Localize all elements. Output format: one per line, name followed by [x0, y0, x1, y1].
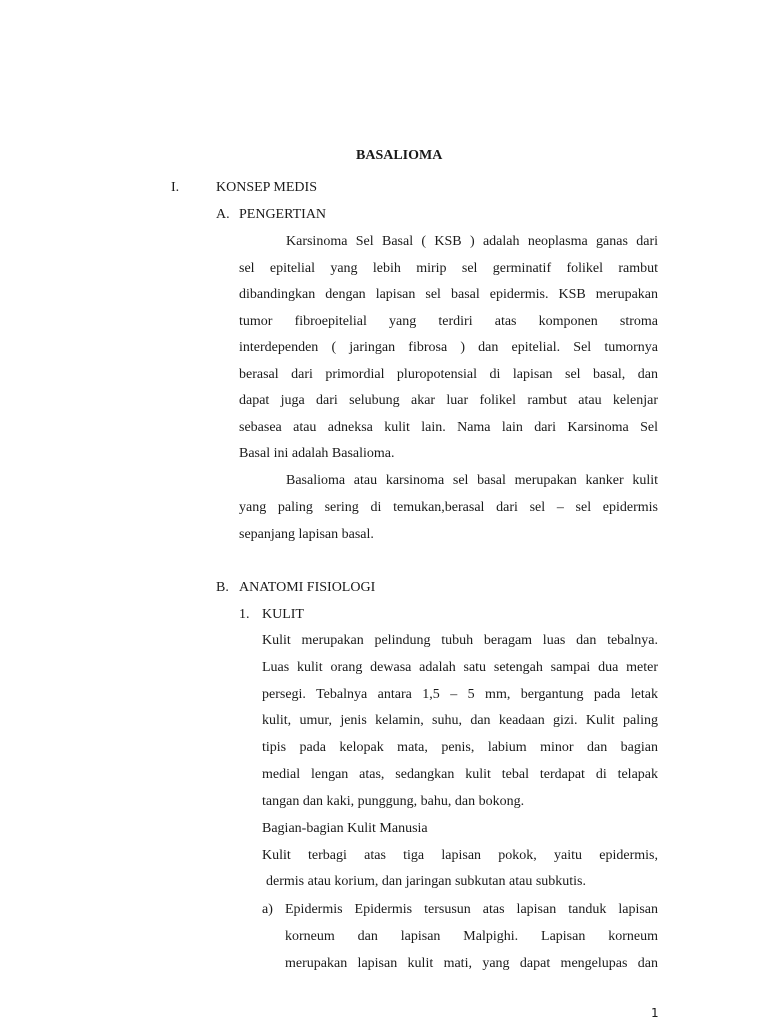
page-number: 1	[651, 1006, 659, 1020]
paragraph-line: tipis pada kelopak mata, penis, labium minor dan bagian	[262, 740, 658, 755]
paragraph-line: sebasea atau adneksa kulit lain. Nama lain dari Karsinoma Sel	[239, 420, 658, 435]
subsection-label: A.	[216, 207, 230, 222]
section-heading: KONSEP MEDIS	[216, 180, 317, 195]
subsection-heading: ANATOMI FISIOLOGI	[239, 580, 376, 595]
section-number: I.	[171, 180, 180, 195]
paragraph-line: dapat juga dari selubung akar luar folikel rambut atau kelenjar	[239, 393, 658, 408]
subheading-bagian-kulit: Bagian-bagian Kulit Manusia	[262, 821, 428, 836]
paragraph-line: tangan dan kaki, punggung, bahu, dan bokong.	[262, 794, 525, 809]
paragraph-line: Basalioma atau karsinoma sel basal merupakan kanker kulit	[286, 473, 658, 488]
document-title: BASALIOMA	[356, 148, 443, 163]
paragraph-line: yang paling sering di temukan,berasal dari sel – sel epidermis	[239, 500, 658, 515]
paragraph-line: persegi. Tebalnya antara 1,5 – 5 mm, bergantung pada letak	[262, 687, 658, 702]
list-number: 1.	[239, 607, 250, 622]
paragraph-line: interdependen ( jaringan fibrosa ) dan epitelial. Sel tumornya	[239, 340, 658, 355]
paragraph-line: sel epitelial yang lebih mirip sel germinatif folikel rambut	[239, 261, 658, 276]
list-item-label: a)	[262, 902, 273, 917]
subsection-heading: PENGERTIAN	[239, 207, 327, 222]
paragraph-line: kulit, umur, jenis kelamin, suhu, dan keadaan gizi. Kulit paling	[262, 713, 658, 728]
paragraph-line: sepanjang lapisan basal.	[239, 527, 374, 542]
paragraph-line: Basal ini adalah Basalioma.	[239, 446, 395, 461]
list-heading: KULIT	[262, 607, 304, 622]
paragraph-line: Luas kulit orang dewasa adalah satu setengah sampai dua meter	[262, 660, 658, 675]
paragraph-line: Kulit terbagi atas tiga lapisan pokok, yaitu epidermis,	[262, 848, 658, 863]
paragraph-line: berasal dari primordial pluropotensial di lapisan sel basal, dan	[239, 367, 658, 382]
paragraph-line: Karsinoma Sel Basal ( KSB ) adalah neoplasma ganas dari	[286, 234, 658, 249]
paragraph-line: dermis atau korium, dan jaringan subkutan atau subkutis.	[266, 874, 586, 889]
subsection-label: B.	[216, 580, 229, 595]
paragraph-line: tumor fibroepitelial yang terdiri atas komponen stroma	[239, 314, 658, 329]
paragraph-line: dibandingkan dengan lapisan sel basal epidermis. KSB merupakan	[239, 287, 658, 302]
paragraph-line: Kulit merupakan pelindung tubuh beragam luas dan tebalnya.	[262, 633, 658, 648]
paragraph-line: korneum dan lapisan Malpighi. Lapisan korneum	[285, 929, 658, 944]
paragraph-line: Epidermis Epidermis tersusun atas lapisan tanduk lapisan	[285, 902, 658, 917]
paragraph-line: merupakan lapisan kulit mati, yang dapat mengelupas dan	[285, 956, 658, 971]
paragraph-line: medial lengan atas, sedangkan kulit tebal terdapat di telapak	[262, 767, 658, 782]
